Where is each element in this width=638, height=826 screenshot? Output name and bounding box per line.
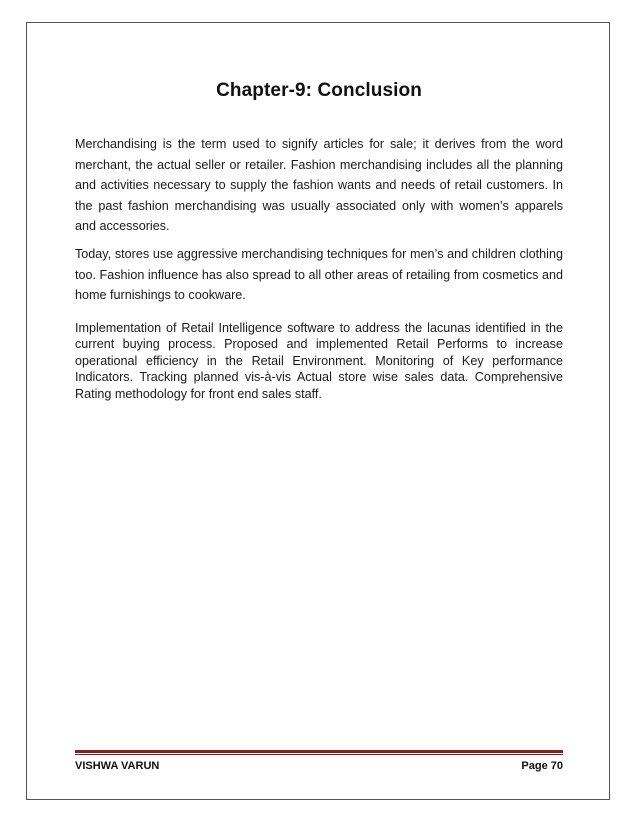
- chapter-title: Chapter-9: Conclusion: [216, 80, 422, 101]
- paragraph-stores-today: Today, stores use aggressive merchandising techniques for men’s and children clothing too. Fashion influence has also spread to all other areas of retailing from cosmetics and home furnishings to cookware.: [75, 247, 563, 303]
- footer-rule: [75, 750, 563, 753]
- footer-rule-thin: [75, 754, 563, 755]
- footer-page-number: Page 70: [521, 760, 563, 772]
- paragraph-merchandising: Merchandising is the term used to signify articles for sale; it derives from the word merchant, the actual seller or retailer. Fashion merchandising includes all the planning and activities necessary to supply the fashion wants and needs of retail customers. In the past fashion merchandising was usually associated only with women’s apparels and accessories.: [75, 137, 563, 234]
- footer-author: VISHWA VARUN: [75, 760, 160, 772]
- paragraph-implementation: Implementation of Retail Intelligence software to address the lacunas identified in the current buying process. Proposed and implemented Retail Performs to increase operational efficiency in the Retail Environment. Monitoring of Key performance Indicators. Tracking planned vis-à-vis Actual store wise sales data. Comprehensive Rating methodology for front end sales staff.: [75, 321, 563, 401]
